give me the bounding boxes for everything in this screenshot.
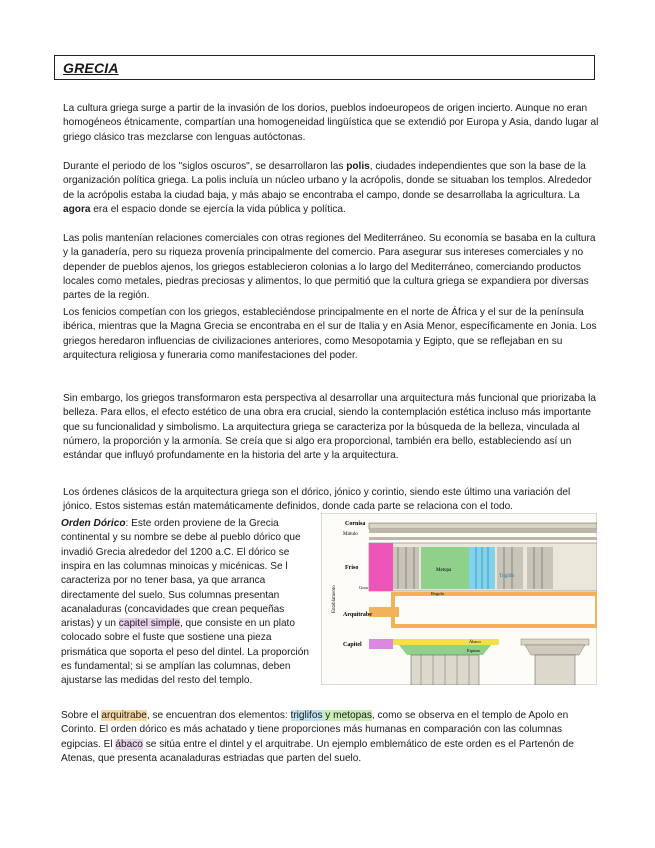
text: : Este orden proviene de la Grecia continental y su nombre se debe al pueblo dórico que invadió Grecia alrededor del 1200 a.C. El dórico se inspira en las columnas minoicas y micénicas. Se l caracteriza por no tener basa, ya que arranca directamente del suelo. Sus columnas presentan acanaladuras (concavidades que crean pequeñas aristas) y un xyxy=(61,518,301,630)
paragraph-orders: Los órdenes clásicos de la arquitectura griega son el dórico, jónico y corintio, siendo este último una variación del jónico. Estos sistemas están matemáticamente definidos, donde cada parte se relaciona con el todo. xyxy=(63,487,571,513)
highlight-triglifos: triglifos xyxy=(290,710,323,722)
text: , se encuentran dos elementos: xyxy=(146,710,291,722)
highlight-abaco: ábaco xyxy=(115,738,143,750)
text: , como se observa en el templo de Apolo en Corinto. El orden dórico es más achatado y tiene proporciones más humanas en comparación con las columnas egipcias. El xyxy=(61,710,569,750)
label-metopa: Metopa xyxy=(436,568,452,573)
text: se sitúa entre el dintel y el arquitrabe. Un ejemplo emblemático de este orden es el Partenón de Atenas, que presenta acanaladuras estriadas que parten del suelo. xyxy=(61,738,574,764)
text: , ciudades independientes que son la base de la organización política griega. La polis incluía un núcleo urbano y la acrópolis, donde se situaban los templos. Alrededor de la acrópolis estaba la ciudad baja, y más abajo se encontraba el campo, donde se desarrollaba la agricultura. La xyxy=(63,161,592,201)
label-arquitrabe: Arquitrabe xyxy=(343,612,372,618)
paragraph-polis xyxy=(63,160,599,217)
doric-order-diagram xyxy=(321,513,597,685)
title-box xyxy=(54,55,595,80)
term-agora: agora xyxy=(63,203,91,215)
paragraph-triglyphs xyxy=(61,709,601,766)
label-gota: Gota xyxy=(359,585,368,590)
label-entablamento: Entablamento xyxy=(332,585,337,613)
label-mutulo: Mútulo xyxy=(343,532,358,537)
highlight-y: y xyxy=(322,710,334,722)
highlight-capitel: capitel simple xyxy=(118,618,180,630)
text: , que consiste en un plato colocado sobre el fuste que sostiene una pieza prismática que soporta el peso del dintel. La proporción es fundamental; si se amplían las columnas, deben ajustarse las medidas del resto del templo. xyxy=(61,618,310,687)
text: era el espacio donde se ejercía la vida pública y política. xyxy=(90,203,346,215)
paragraph-phoenicians: Los fenicios competían con los griegos, estableciéndose principalmente en el norte de África y el sur de la península ibérica, mientras que la Magna Grecia se encontraba en el sur de Italia y en Asia Menor, específicamente en Jonia. Los griegos heredaron influencias de civilizaciones anteriores, como Mesopotamia y Egipto, que se reflejaban en su arquitectura religiosa y funeraria como manifestaciones del poder. xyxy=(63,307,597,361)
paragraph-doric-order xyxy=(61,517,311,689)
label-friso: Friso xyxy=(345,565,359,571)
capitel-highlight xyxy=(369,639,393,649)
label-regula: Regula xyxy=(431,591,444,596)
label-cornisa: Cornisa xyxy=(345,521,366,527)
paragraph-origins: La cultura griega surge a partir de la invasión de los dorios, pueblos indoeuropeos de origen incierto. Aunque no eran homogéneos étnicamente, compartían una homogeneidad lingüística que se extendió por Europa y Asia, dando lugar al griego clásico tras mezclarse con lenguas autóctonas. xyxy=(63,103,599,143)
term-polis: polis xyxy=(346,161,370,173)
page-title: GRECIA xyxy=(63,60,119,76)
highlight-arquitrabe: arquitrabe xyxy=(101,710,147,722)
label-equino: Equino xyxy=(467,648,480,653)
label-capitel: Capitel xyxy=(343,642,362,648)
paragraph-commerce: Las polis mantenían relaciones comerciales con otras regiones del Mediterráneo. Su economía se basaba en la cultura y la ganadería, pero su riqueza provenía principalmente del comercio. Para asegurar sus intereses comerciales y no depender de pueblos ajenos, los griegos establecieron colonias a lo largo del Mediterráneo, comerciando productos locales como metales, piedras preciosas y alimentos, lo que permitió que la cultura griega se expandiera por diversas partes de la región. xyxy=(63,233,596,302)
text: Sobre el xyxy=(61,710,102,722)
paragraph-aesthetics: Sin embargo, los griegos transformaron esta perspectiva al desarrollar una arquitectura más funcional que priorizaba la belleza. Para ellos, el efecto estético de una obra era crucial, siendo la contemplación estética incluso más importante que su funcionalidad y simbolismo. La arquitectura griega se caracteriza por la búsqueda de la belleza, vinculada al número, la proporción y la armonía. Se creía que si algo era proporcional, también era bello, estableciendo así un estándar que influyó profundamente en la historia del arte y la arquitectura. xyxy=(63,393,597,462)
label-abaco: Ábaco xyxy=(469,639,481,644)
friso-highlight xyxy=(369,543,393,591)
doric-label: Orden Dórico xyxy=(61,518,126,530)
label-triglifo: Triglifo xyxy=(499,574,515,579)
text: Durante el periodo de los "siglos oscuros", se desarrollaron las xyxy=(63,161,347,173)
abaco-highlight xyxy=(387,639,499,645)
highlight-metopas: metopas xyxy=(333,710,372,722)
